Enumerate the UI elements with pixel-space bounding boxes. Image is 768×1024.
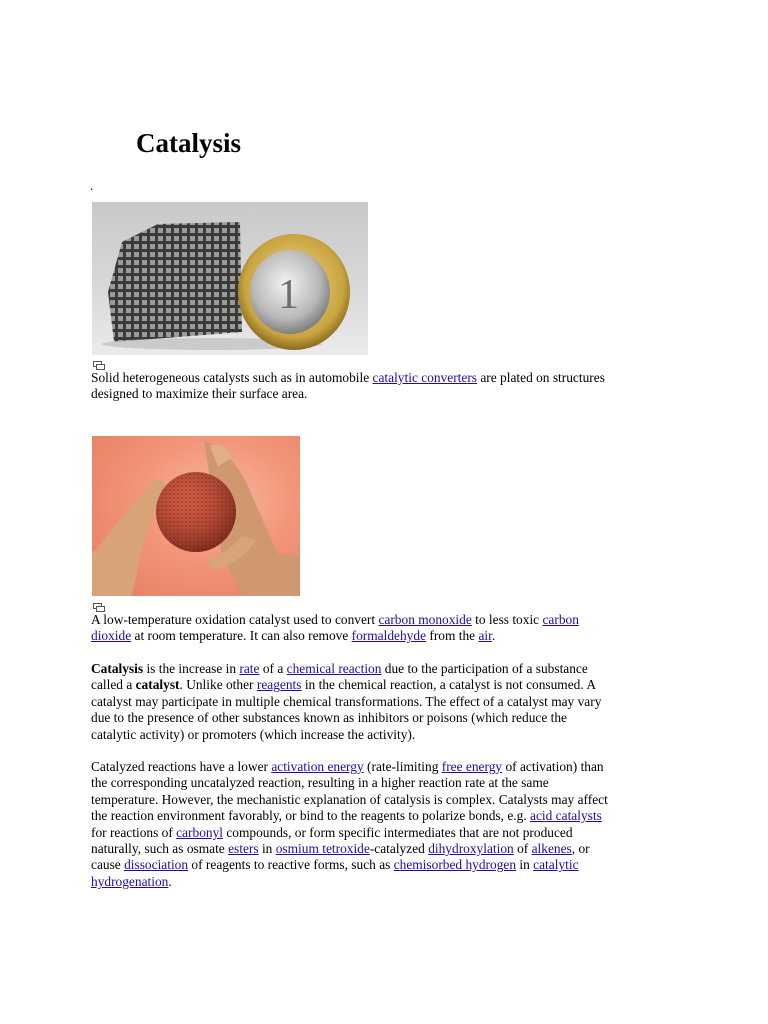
enlarge-icon[interactable] (93, 603, 105, 612)
link-carbonyl[interactable]: carbonyl (176, 824, 224, 840)
catalytic-converter-illustration (92, 202, 368, 355)
link-carbon[interactable]: carbon (542, 612, 579, 627)
link-catalytic-converters[interactable]: catalytic converters (372, 370, 477, 385)
caption-line: designed to maximize their surface area. (91, 386, 308, 402)
text-line: naturally, such as osmate esters in osmium tetroxide-catalyzed dihydroxylation of alkenes, or (91, 841, 590, 857)
link-air[interactable]: air (478, 628, 492, 644)
enlarge-icon[interactable] (93, 361, 105, 370)
link-rate[interactable]: rate (239, 661, 260, 676)
paragraph-catalyzed-reactions (91, 759, 681, 890)
link-acid-catalysts[interactable]: acid catalysts (530, 808, 602, 824)
link-catalytic[interactable]: catalytic (533, 857, 579, 873)
text-line: called a catalyst. Unlike other reagents in the chemical reaction, a catalyst is not consumed. A (91, 677, 596, 693)
caption-line: dioxide at room temperature. It can also remove formaldehyde from the air. (91, 628, 496, 644)
text-line: the corresponding uncatalyzed reaction, resulting in a higher reaction rate at the same (91, 775, 549, 791)
figure1-caption (91, 370, 681, 403)
caption-line: A low-temperature oxidation catalyst used to convert carbon monoxide to less toxic carbon (91, 612, 579, 627)
link-carbon-monoxide[interactable]: carbon monoxide (378, 612, 472, 627)
link-activation-energy[interactable]: activation energy (271, 759, 364, 774)
oxidation-catalyst-illustration (92, 436, 300, 596)
link-esters[interactable]: esters (228, 841, 259, 857)
text-line: catalyst may participate in multiple chemical transformations. The effect of a catalyst may vary (91, 693, 602, 709)
svg-text:1: 1 (278, 272, 299, 318)
link-dioxide[interactable]: dioxide (91, 628, 132, 644)
link-dissociation[interactable]: dissociation (124, 857, 189, 873)
text-line: temperature. However, the mechanistic explanation of catalysis is complex. Catalysts may affect (91, 791, 608, 807)
text-line: hydrogenation. (91, 873, 172, 889)
link-osmium-tetroxide[interactable]: osmium tetroxide (275, 841, 370, 857)
bold-term: catalyst (135, 677, 180, 693)
text-line: cause dissociation of reagents to reactive forms, such as chemisorbed hydrogen in catalytic (91, 857, 579, 873)
bold-term: Catalysis (91, 661, 144, 676)
page-title: Catalysis (136, 128, 242, 158)
caption-line: Solid heterogeneous catalysts such as in automobile catalytic converters are plated on structures (91, 370, 605, 385)
link-chemisorbed-hydrogen[interactable]: chemisorbed hydrogen (393, 857, 517, 873)
text-line: Catalysis is the increase in rate of a chemical reaction due to the participation of a substance (91, 661, 588, 676)
text-line: due to the presence of other substances known as inhibitors or poisons (which reduce the (91, 710, 567, 726)
link-chemical-reaction[interactable]: chemical reaction (286, 661, 382, 676)
catalytic-converter-photo (92, 202, 368, 355)
link-dihydroxylation[interactable]: dihydroxylation (428, 841, 514, 857)
link-free-energy[interactable]: free energy (441, 759, 503, 774)
text-line: catalytic activity) or promoters (which increase the activity). (91, 726, 416, 742)
separator-dot: . (90, 178, 94, 193)
paragraph-catalysis-definition (91, 661, 681, 743)
oxidation-catalyst-photo (92, 436, 300, 596)
figure2-caption (91, 612, 681, 645)
link-hydrogenation[interactable]: hydrogenation (91, 873, 169, 889)
link-alkenes[interactable]: alkenes (531, 841, 572, 857)
text-line: Catalyzed reactions have a lower activation energy (rate-limiting free energy of activation) than (91, 759, 604, 774)
link-reagents[interactable]: reagents (256, 677, 302, 693)
link-formaldehyde[interactable]: formaldehyde (351, 628, 427, 644)
text-line: the reaction environment favorably, or bind to the reagents to polarize bonds, e.g. acid catalysts (91, 808, 602, 824)
text-line: for reactions of carbonyl compounds, or form specific intermediates that are not produced (91, 824, 573, 840)
